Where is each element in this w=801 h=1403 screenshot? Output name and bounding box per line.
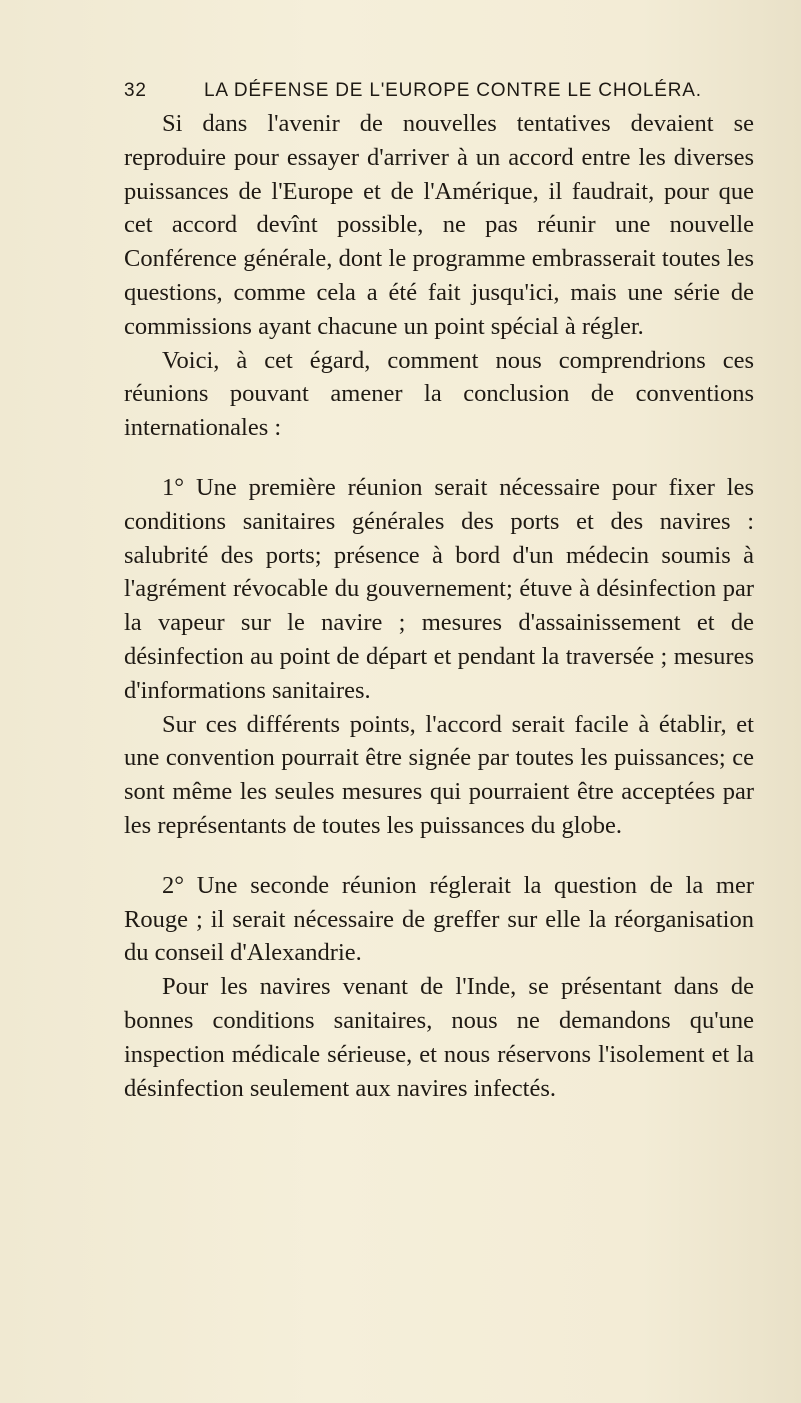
paragraph-point-2: 2° Une seconde réunion réglerait la question de la mer Rouge ; il serait nécessaire de greffer sur elle la réorganisation du conseil d'Alexandrie.: [124, 871, 754, 967]
running-title: LA DÉFENSE DE L'EUROPE CONTRE LE CHOLÉRA.: [204, 80, 702, 101]
paragraph-point-1: 1° Une première réunion serait nécessaire pour fixer les conditions sanitaires générales des ports et des navires : salubrité des ports; présence à bord d'un médecin soumis à l'agrément révocable du gouvernement; étuve à désinfection par la vapeur sur le navire ; mesures d'assainissement et de désinfection au point de départ et pendant la traversée ; mesures d'informations sanitaires.: [124, 473, 754, 704]
running-header: [124, 80, 744, 102]
paragraph-voici: Voici, à cet égard, comment nous comprendrions ces réunions pouvant amener la conclusion de conventions internationales :: [124, 346, 754, 442]
paragraph-accord: Sur ces différents points, l'accord serait facile à établir, et une convention pourrait être signée par toutes les puissances; ce sont même les seules mesures qui pourraient être acceptées par les représentants de toutes les puissances du globe.: [124, 710, 754, 839]
body-text: [124, 107, 754, 1105]
paragraph-inde: Pour les navires venant de l'Inde, se présentant dans de bonnes conditions sanitaires, nous ne demandons qu'une inspection médicale sérieuse, et nous réservons l'isolement et la désinfection seulement aux navires infectés.: [124, 973, 754, 1102]
paragraph-intro: Si dans l'avenir de nouvelles tentatives devaient se reproduire pour essayer d'arriver à un accord entre les diverses puissances de l'Europe et de l'Amérique, il faudrait, pour que cet accord devînt possible, ne pas réunir une nouvelle Conférence générale, dont le programme embrasserait toutes les questions, comme cela a été fait jusqu'ici, mais une série de commissions ayant chacune un point spécial à régler.: [124, 110, 754, 340]
page-number: 32: [124, 80, 147, 101]
